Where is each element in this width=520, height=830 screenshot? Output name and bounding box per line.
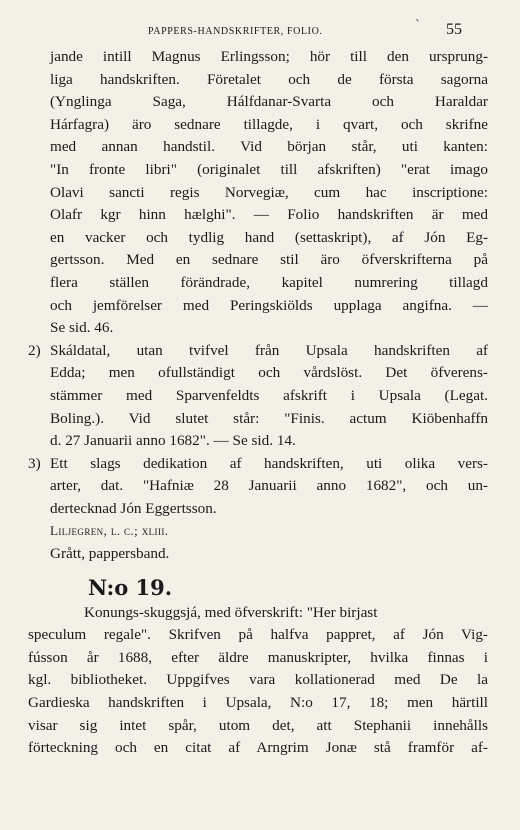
text-line: liga handskriften. Företalet och de första sagorna: [50, 70, 488, 88]
binding-note: Grått, pappersband.: [50, 545, 170, 563]
numbered-item-line: [28, 453, 488, 476]
text-line: dertecknad Jón Eggertsson.: [50, 499, 217, 517]
text-line: Boling.). Vid slutet står: "Finis. actum Kiöbenhaffn: [50, 409, 488, 427]
text-line: med annan handstil. Vid början står, uti kanten:: [50, 138, 488, 156]
text-line: gertsson. Med en sednare stil äro öfverskrifterna på: [50, 251, 488, 269]
text-line: "In fronte libri" (originalet till afskriften) "erat imago: [50, 160, 488, 178]
citation-line: Liljegren, l. c.; xliii.: [50, 523, 169, 539]
text-line: flera ställen förändrade, kapitel numrering tillagd: [50, 273, 488, 291]
text-line: jande intill Magnus Erlingsson; hör till den ursprung-: [50, 48, 488, 65]
text-line: Olafr kgr hinn hælghi". — Folio handskriften är med: [50, 206, 488, 224]
text-line: fússon år 1688, efter äldre manuskripter, hvilka finnas i: [28, 648, 488, 666]
item-number: 3): [28, 454, 41, 472]
text-line: speculum regale". Skrifven på halfva pappret, af Jón Vig-: [28, 626, 488, 644]
text-line: Gardieska handskriften i Upsala, N:o 17, 18; men härtill: [28, 694, 488, 712]
text-line: Olavi sancti regis Norvegiæ, cum hac inscriptione:: [50, 183, 488, 201]
text-line: en vacker och tydlig hand (settaskript), af Jón Eg-: [50, 228, 488, 246]
item-number: 2): [28, 341, 41, 359]
stray-mark: `: [415, 18, 421, 32]
section-heading: N:o 19.: [88, 574, 173, 600]
text-line: Hárfagra) äro sednare tillagde, i qvart, och skrifne: [50, 115, 488, 133]
numbered-item-line: [28, 340, 488, 363]
text-line: Edda; men ofullständigt och vårdslöst. Det öfverens-: [50, 364, 488, 382]
body-text: [28, 46, 488, 760]
text-line: Ett slags dedikation af handskriften, uti olika vers-: [50, 454, 488, 472]
text-line: förteckning och en citat af Arngrim Jonæ stå framför af-: [28, 739, 488, 757]
text-line: Se sid. 46.: [50, 319, 114, 337]
running-head: PAPPERS-HANDSKRIFTER, FOLIO.: [148, 26, 323, 37]
text-line: Konungs-skuggsjá, med öfverskrift: "Her birjast: [84, 603, 378, 621]
text-line: d. 27 Januarii anno 1682". — Se sid. 14.: [50, 432, 296, 450]
page-number: 55: [446, 21, 462, 38]
text-line: visar sig intet spår, utom det, att Stephanii innehålls: [28, 716, 488, 734]
text-line: stämmer med Sparvenfeldts afskrift i Upsala (Legat.: [50, 386, 488, 404]
text-line: kgl. bibliotheket. Uppgifves vara kollationerad med De la: [28, 671, 488, 689]
text-line: arter, dat. "Hafniæ 28 Januarii anno 1682", och un-: [50, 477, 488, 495]
page-header: [0, 18, 520, 42]
text-line: Skáldatal, utan tvifvel från Upsala handskriften af: [50, 341, 488, 359]
text-line: (Ynglinga Saga, Hálfdanar-Svarta och Haraldar: [50, 93, 488, 111]
text-line: och jemförelser med Peringskiölds upplaga angifna. —: [50, 296, 488, 314]
